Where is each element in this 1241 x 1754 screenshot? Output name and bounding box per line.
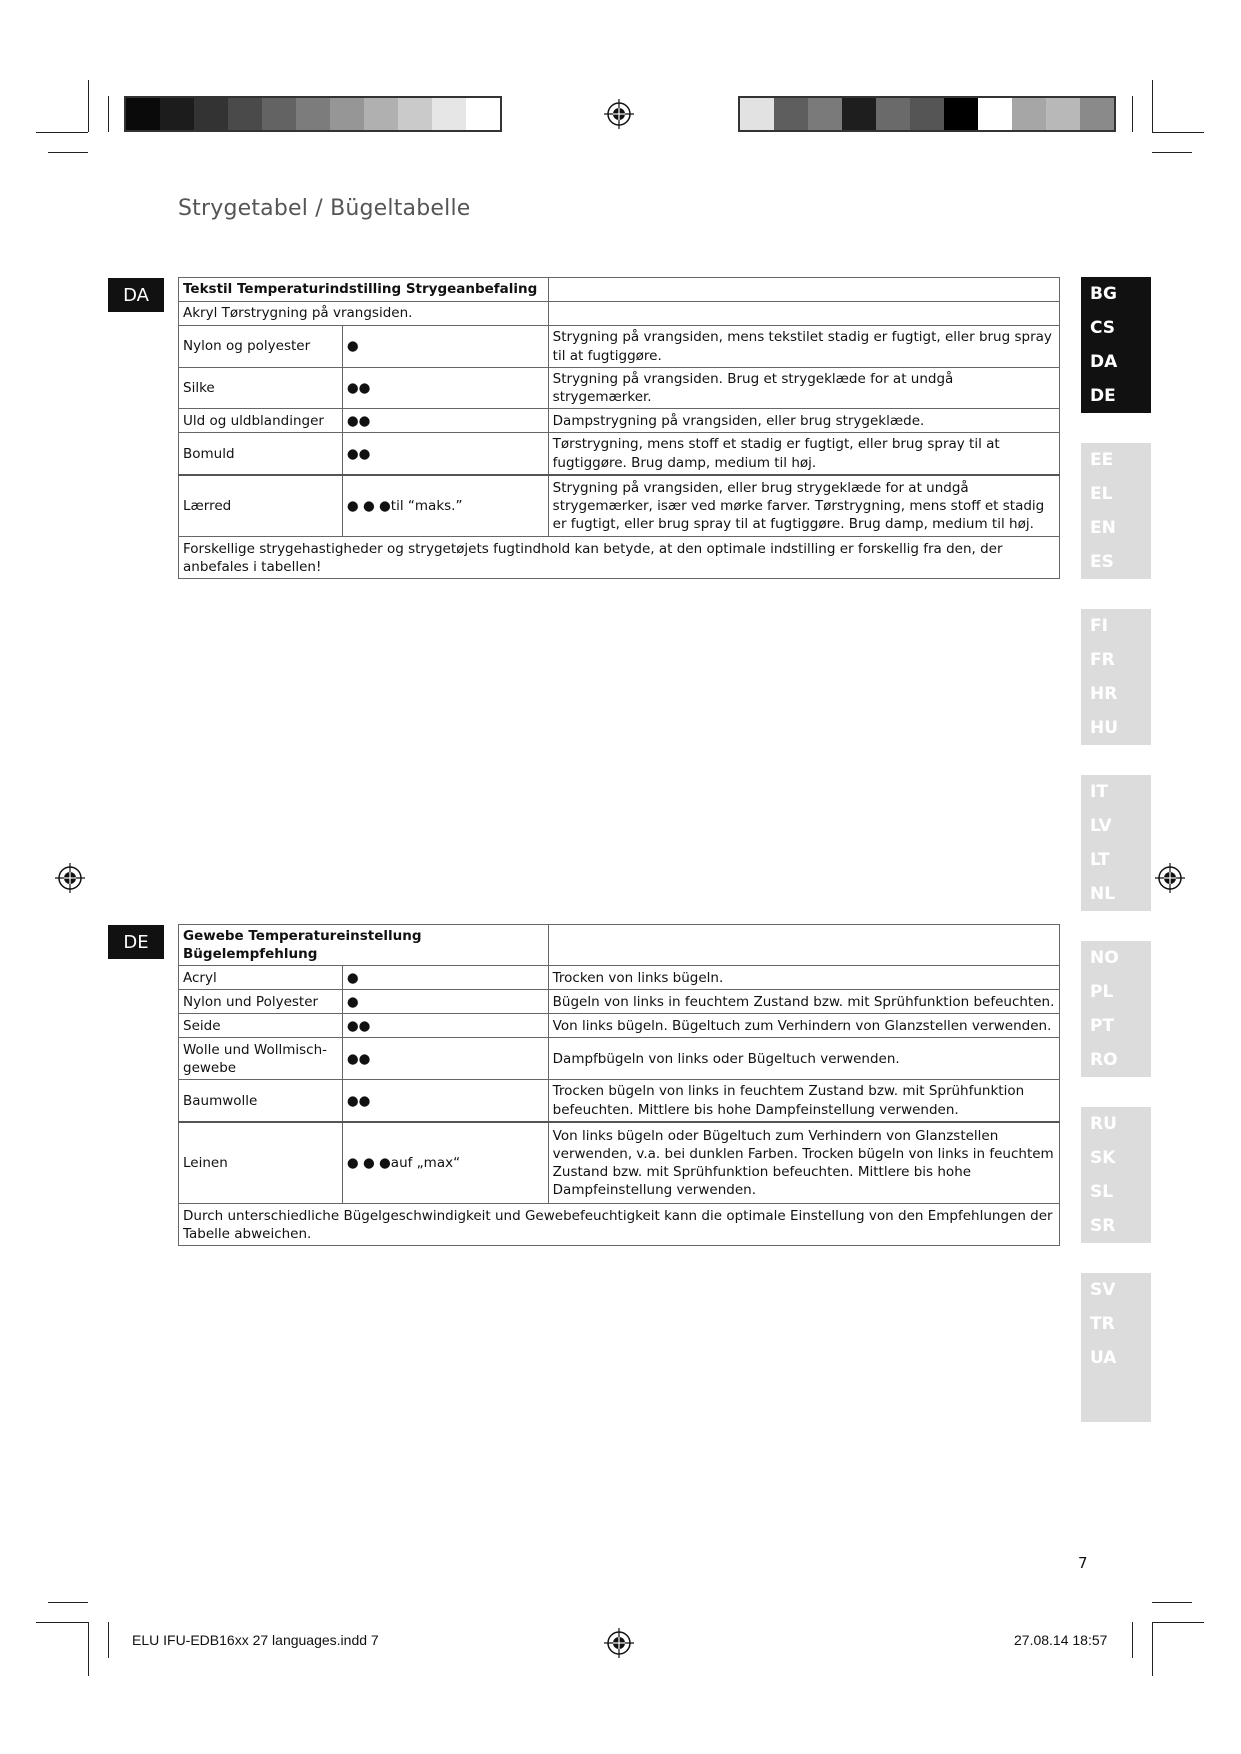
language-tab: BG xyxy=(1090,284,1117,304)
crop-mark xyxy=(1152,80,1153,132)
crop-mark xyxy=(1152,1622,1153,1676)
color-swatch xyxy=(364,98,398,130)
page-number: 7 xyxy=(1078,1554,1088,1572)
fabric-cell: Leinen xyxy=(179,1122,343,1204)
language-tab: RU xyxy=(1090,1114,1117,1134)
language-tab: LT xyxy=(1090,850,1110,870)
table-header: Tekstil Temperaturindstilling Strygeanbefaling xyxy=(179,278,549,302)
ironing-table-de xyxy=(178,924,1060,1246)
advice-cell: Von links bügeln oder Bügeltuch zum Verhindern von Glanzstellen verwenden, v.a. bei dunklen Farben. Trocken bügeln von links in feuchtem Zustand bzw. mit Sprühfunktion befeuchten. Mittlere bis hohe Dampfeinstellung verwenden. xyxy=(548,1122,1059,1204)
color-swatch xyxy=(194,98,228,130)
temperature-dots: ● xyxy=(342,326,548,368)
temperature-dots: ●● xyxy=(342,433,548,475)
temperature-dots: ●● xyxy=(342,1080,548,1122)
color-swatch xyxy=(160,98,194,130)
language-tab: NO xyxy=(1090,948,1119,968)
color-swatch xyxy=(944,98,978,130)
color-swatch xyxy=(876,98,910,130)
color-swatch xyxy=(398,98,432,130)
temperature-dots: ●● xyxy=(342,409,548,433)
language-tab: UA xyxy=(1090,1348,1117,1368)
temperature-dots: ● ● ●auf „max“ xyxy=(342,1122,548,1204)
section-tag-da: DA xyxy=(108,278,164,312)
color-swatch xyxy=(1046,98,1080,130)
color-swatch xyxy=(808,98,842,130)
fabric-cell: Nylon og polyester xyxy=(179,326,343,368)
fabric-cell: Nylon und Polyester xyxy=(179,990,343,1014)
advice-cell: Strygning på vrangsiden, mens tekstilet stadig er fugtigt, eller brug spray til at fugtiggøre. xyxy=(548,326,1059,368)
crop-mark xyxy=(108,96,109,132)
color-swatch xyxy=(1012,98,1046,130)
language-index-group xyxy=(1081,609,1151,745)
crop-mark xyxy=(108,1622,109,1658)
temperature-dots: ●● xyxy=(342,1014,548,1038)
color-swatch xyxy=(774,98,808,130)
color-swatch xyxy=(126,98,160,130)
color-swatch xyxy=(978,98,1012,130)
language-index-group xyxy=(1081,1273,1151,1422)
crop-mark xyxy=(1152,1622,1204,1623)
advice-cell: Von links bügeln. Bügeltuch zum Verhindern von Glanzstellen verwenden. xyxy=(548,1014,1059,1038)
advice-cell: Trocken von links bügeln. xyxy=(548,966,1059,990)
table-row: Akryl Tørstrygning på vrangsiden. xyxy=(179,302,549,326)
language-tab: EL xyxy=(1090,484,1113,504)
language-index-group xyxy=(1081,941,1151,1077)
language-tab: HR xyxy=(1090,684,1118,704)
language-tab: FR xyxy=(1090,650,1115,670)
language-tab: CS xyxy=(1090,318,1116,338)
language-tab: PL xyxy=(1090,982,1114,1002)
color-swatch xyxy=(296,98,330,130)
ironing-table-da xyxy=(178,277,1060,579)
temperature-dots: ●● xyxy=(342,368,548,409)
footer-timestamp: 27.08.14 18:57 xyxy=(1014,1632,1108,1648)
crop-mark xyxy=(1152,1602,1192,1603)
crop-mark xyxy=(36,1622,88,1623)
language-index-group xyxy=(1081,775,1151,911)
color-swatch xyxy=(1080,98,1114,130)
color-swatch xyxy=(842,98,876,130)
language-tab: NL xyxy=(1090,884,1116,904)
crop-mark xyxy=(48,1602,88,1603)
crop-mark xyxy=(1152,132,1204,133)
page-title: Strygetabel / Bügeltabelle xyxy=(178,196,471,221)
fabric-cell: Lærred xyxy=(179,475,343,537)
language-tab: HU xyxy=(1090,718,1119,738)
language-tab: DA xyxy=(1090,352,1118,372)
advice-cell: Dampstrygning på vrangsiden, eller brug strygeklæde. xyxy=(548,409,1059,433)
temperature-dots: ●● xyxy=(342,1038,548,1080)
table-note: Durch unterschiedliche Bügelgeschwindigkeit und Gewebefeuchtigkeit kann die optimale Einstellung von den Empfehlungen der Tabelle abweichen. xyxy=(179,1204,1060,1246)
crop-mark xyxy=(1152,152,1192,153)
crop-mark xyxy=(1132,96,1133,132)
language-index-group xyxy=(1081,277,1151,413)
color-swatch xyxy=(330,98,364,130)
crop-mark xyxy=(88,80,89,132)
language-tab: SL xyxy=(1090,1182,1114,1202)
language-index-group xyxy=(1081,1107,1151,1243)
advice-cell: Trocken bügeln von links in feuchtem Zustand bzw. mit Sprühfunktion befeuchten. Mittlere bis hohe Dampfeinstellung verwenden. xyxy=(548,1080,1059,1122)
advice-cell: Bügeln von links in feuchtem Zustand bzw. mit Sprühfunktion befeuchten. xyxy=(548,990,1059,1014)
language-tab: IT xyxy=(1090,782,1108,802)
crop-mark xyxy=(48,152,88,153)
color-swatch xyxy=(228,98,262,130)
language-tab: SR xyxy=(1090,1216,1116,1236)
fabric-cell: Uld og uldblandinger xyxy=(179,409,343,433)
color-swatch xyxy=(432,98,466,130)
advice-cell: Strygning på vrangsiden, eller brug strygeklæde for at undgå strygemærker, især ved mørke farver. Tørstrygning, mens stoff et stadig er fugtigt, eller brug spray til at fugtiggøre. Brug damp, medium til høj. xyxy=(548,475,1059,537)
language-tab: EN xyxy=(1090,518,1116,538)
crop-mark xyxy=(1132,1622,1133,1658)
color-swatch xyxy=(262,98,296,130)
advice-cell: Tørstrygning, mens stoff et stadig er fugtigt, eller brug spray til at fugtiggøre. Brug damp, medium til høj. xyxy=(548,433,1059,475)
advice-cell: Dampfbügeln von links oder Bügeltuch verwenden. xyxy=(548,1038,1059,1080)
language-tab: ES xyxy=(1090,552,1114,572)
table-header: Gewebe Temperatureinstellung Bügelempfehlung xyxy=(179,925,549,966)
fabric-cell: Seide xyxy=(179,1014,343,1038)
registration-mark-icon xyxy=(604,99,634,129)
language-tab: TR xyxy=(1090,1314,1115,1334)
color-swatch xyxy=(910,98,944,130)
fabric-cell: Baumwolle xyxy=(179,1080,343,1122)
color-swatch xyxy=(466,98,500,130)
crop-mark xyxy=(88,1622,89,1676)
language-tab: FI xyxy=(1090,616,1108,636)
language-tab: RO xyxy=(1090,1050,1118,1070)
table-note: Forskellige strygehastigheder og strygetøjets fugtindhold kan betyde, at den optimale indstilling er forskellig fra den, der anbefales i tabellen! xyxy=(179,537,1060,579)
registration-mark-icon xyxy=(604,1628,634,1658)
language-tab: PT xyxy=(1090,1016,1115,1036)
color-calibration-bar-left xyxy=(124,96,502,132)
fabric-cell: Acryl xyxy=(179,966,343,990)
language-index-group xyxy=(1081,443,1151,579)
language-tab: SV xyxy=(1090,1280,1116,1300)
language-tab: SK xyxy=(1090,1148,1116,1168)
language-tab: DE xyxy=(1090,386,1116,406)
fabric-cell: Bomuld xyxy=(179,433,343,475)
temperature-dots: ● xyxy=(342,990,548,1014)
registration-mark-icon xyxy=(1155,863,1185,893)
language-tab: EE xyxy=(1090,450,1114,470)
temperature-dots: ● ● ●til “maks.” xyxy=(342,475,548,537)
registration-mark-icon xyxy=(55,863,85,893)
fabric-cell: Silke xyxy=(179,368,343,409)
color-calibration-bar-right xyxy=(738,96,1116,132)
advice-cell: Strygning på vrangsiden. Brug et strygeklæde for at undgå strygemærker. xyxy=(548,368,1059,409)
temperature-dots: ● xyxy=(342,966,548,990)
crop-mark xyxy=(36,132,88,133)
color-swatch xyxy=(740,98,774,130)
footer-file-name: ELU IFU-EDB16xx 27 languages.indd 7 xyxy=(132,1632,379,1648)
language-tab: LV xyxy=(1090,816,1112,836)
fabric-cell: Wolle und Wollmisch-gewebe xyxy=(179,1038,343,1080)
section-tag-de: DE xyxy=(108,925,164,959)
